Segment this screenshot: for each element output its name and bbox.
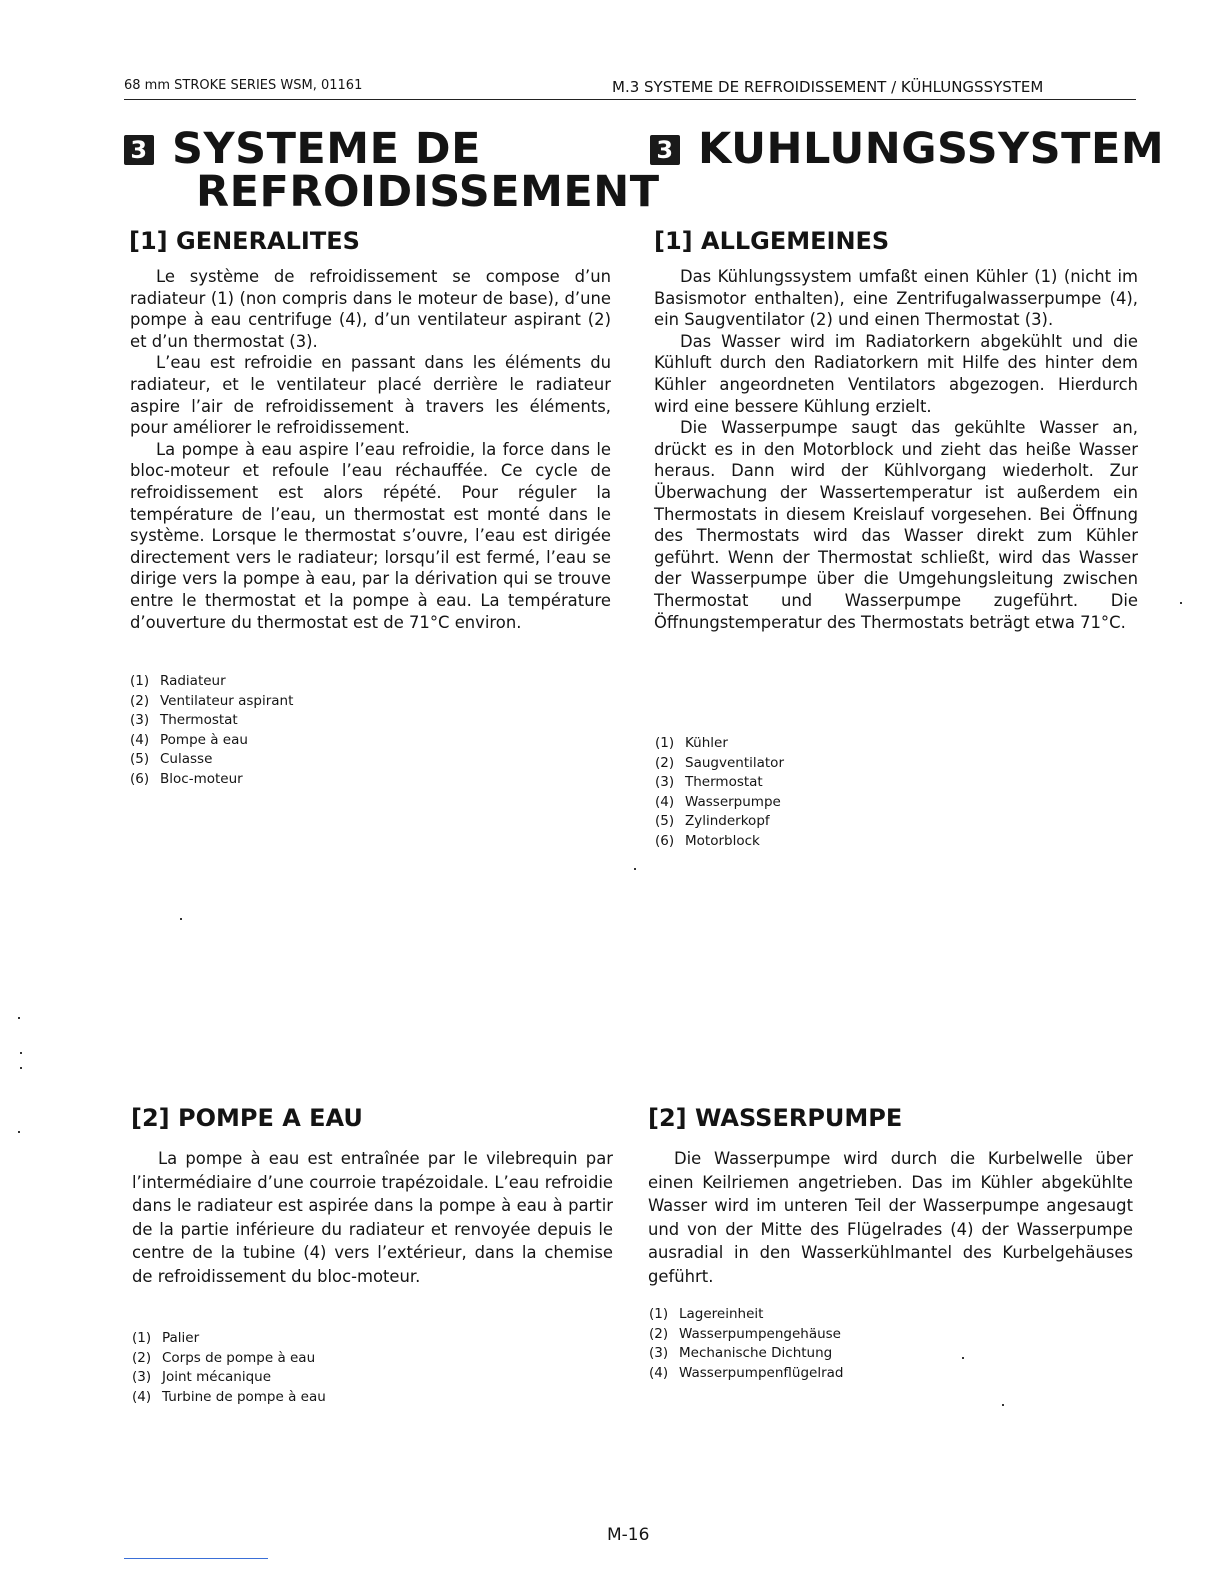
paragraph: Die Wasserpumpe wird durch die Kurbelwelle über einen Keilriemen angetrieben. Das im Kühler abgekühlte Wasser wird im unteren Teil der Wasserpumpe angesaugt und von der Mitte des Flügelrades (4) der Wasserpumpe ausradial in den Wasserkühlmantel des Kurbelgehäuses geführt. bbox=[648, 1149, 1133, 1286]
scan-speck bbox=[634, 868, 636, 870]
chapter-title-fr-line2: REFROIDISSEMENT bbox=[196, 167, 660, 217]
legend-item: (6) Bloc-moteur bbox=[130, 770, 243, 787]
legend-item: (3) Thermostat bbox=[130, 712, 238, 729]
legend-item: (2) Corps de pompe à eau bbox=[132, 1349, 316, 1366]
chapter-title-fr bbox=[124, 124, 660, 217]
header-rule bbox=[124, 99, 1136, 100]
section-heading-wasserpumpe: [2] WASSERPUMPE bbox=[648, 1104, 903, 1132]
legend-item: (3) Thermostat bbox=[655, 774, 763, 791]
page-number: M-16 bbox=[607, 1525, 650, 1545]
legend-item: (3) Mechanische Dichtung bbox=[649, 1345, 833, 1362]
header-series: 68 mm STROKE SERIES WSM, 01161 bbox=[124, 78, 363, 93]
legend-item: (1) Palier bbox=[132, 1330, 200, 1346]
legend-item: (2) Ventilateur aspirant bbox=[130, 692, 294, 709]
paragraph: Das Wasser wird im Radiatorkern abgekühlt und die Kühluft durch den Radiatorkern mit Hilfe des hinter dem Kühler angeordneten Ventilators abgezogen. Hierdurch wird eine bessere Kühlung erzielt. bbox=[654, 331, 1138, 416]
legend-item: (4) Pompe à eau bbox=[130, 731, 248, 748]
chapter-badge-de: 3 bbox=[650, 135, 680, 165]
chapter-badge-fr: 3 bbox=[124, 135, 154, 165]
section-heading-pompe-a-eau: [2] POMPE A EAU bbox=[131, 1104, 363, 1132]
de-s1-body bbox=[654, 266, 1138, 633]
scan-speck bbox=[18, 1131, 20, 1133]
fr-s1-body bbox=[130, 266, 611, 633]
legend-item: (4) Wasserpumpe bbox=[655, 793, 781, 810]
scan-speck bbox=[20, 1067, 22, 1069]
bottom-rule bbox=[124, 1558, 268, 1559]
fr-s2-legend bbox=[132, 1329, 326, 1407]
legend-item: (4) Turbine de pompe à eau bbox=[132, 1388, 326, 1405]
legend-item: (1) Kühler bbox=[655, 735, 728, 751]
scan-speck bbox=[962, 1357, 964, 1359]
chapter-title-fr-line1: SYSTEME DE bbox=[172, 124, 481, 174]
legend-item: (2) Wasserpumpengehäuse bbox=[649, 1325, 841, 1342]
de-s2-legend bbox=[649, 1305, 843, 1383]
section-heading-generalites: [1] GENERALITES bbox=[129, 227, 360, 255]
de-s1-legend bbox=[655, 734, 784, 852]
paragraph: La pompe à eau est entraînée par le vilebrequin par l’intermédiaire d’une courroie trapézoidale. L’eau refroidie dans le radiateur est aspirée dans la pompe à eau à partir de la partie inférieure du radiateur et renvoyée depuis le centre de la tubine (4) vers l’extérieur, dans la chemise de refroidissement du bloc-moteur. bbox=[132, 1149, 613, 1286]
scan-speck bbox=[1002, 1404, 1004, 1406]
paragraph: La pompe à eau aspire l’eau refroidie, la force dans le bloc-moteur et refoule l’eau réchauffée. Ce cycle de refroidissement est alors répété. Pour réguler la température de l’eau, un thermostat est monté dans le système. Lorsque le thermostat s’ouvre, l’eau est dirigée directement vers le radiateur; lorsqu’il est fermé, l’eau se dirige vers la pompe à eau, par la dérivation qui se trouve entre le thermostat et la pompe à eau. La température d’ouverture du thermostat est de 71°C environ. bbox=[130, 439, 611, 632]
fr-s1-legend bbox=[130, 672, 293, 790]
chapter-title-de-text: KUHLUNGSSYSTEM bbox=[698, 124, 1165, 174]
legend-item: (5) Culasse bbox=[130, 751, 213, 768]
de-s2-body bbox=[648, 1147, 1133, 1289]
paragraph: L’eau est refroidie en passant dans les éléments du radiateur, et le ventilateur placé derrière le radiateur aspire l’air de refroidissement à travers les éléments, pour améliorer le refroidissement. bbox=[130, 353, 611, 438]
legend-item: (1) Lagereinheit bbox=[649, 1306, 764, 1322]
legend-item: (3) Joint mécanique bbox=[132, 1369, 272, 1386]
scan-speck bbox=[1180, 602, 1182, 604]
paragraph: Le système de refroidissement se compose d’un radiateur (1) (non compris dans le moteur de base), d’une pompe à eau centrifuge (4), d’un ventilateur aspirant (2) et d’un thermostat (3). bbox=[130, 267, 611, 351]
legend-item: (2) Saugventilator bbox=[655, 754, 784, 771]
paragraph: Das Kühlungssystem umfaßt einen Kühler (1) (nicht im Basismotor enthalten), eine Zentrifugalwasserpumpe (4), ein Saugventilator (2) und einen Thermostat (3). bbox=[654, 267, 1138, 330]
header-section: M.3 SYSTEME DE REFROIDISSEMENT / KÜHLUNGSSYSTEM bbox=[612, 78, 1044, 96]
paragraph: Die Wasserpumpe saugt das gekühlte Wasser an, drückt es in den Motorblock und zieht das heiße Wasser heraus. Dann wird der Kühlvorgang wiederholt. Zur Überwachung der Wassertemperatur ist außerdem ein Thermostats in diesem Kreislauf vorgesehen. Bei Öffnung des Thermostats wird das Wasser direkt zum Kühler geführt. Wenn der Thermostat schließt, wird das Wasser der Wasserpumpe über die Umgehungsleitung zwischen Thermostat und Wasserpumpe zugeführt. Die Öffnungstemperatur des Thermostats beträgt etwa 71°C. bbox=[654, 418, 1138, 632]
legend-item: (1) Radiateur bbox=[130, 673, 226, 689]
fr-s2-body bbox=[132, 1147, 613, 1289]
scan-speck bbox=[18, 1017, 20, 1019]
scan-speck bbox=[180, 918, 182, 920]
legend-item: (6) Motorblock bbox=[655, 832, 760, 849]
section-heading-allgemeines: [1] ALLGEMEINES bbox=[654, 227, 890, 255]
scan-speck bbox=[20, 1052, 22, 1054]
chapter-title-de bbox=[650, 124, 1165, 174]
legend-item: (4) Wasserpumpenflügelrad bbox=[649, 1364, 844, 1381]
legend-item: (5) Zylinderkopf bbox=[655, 813, 770, 830]
